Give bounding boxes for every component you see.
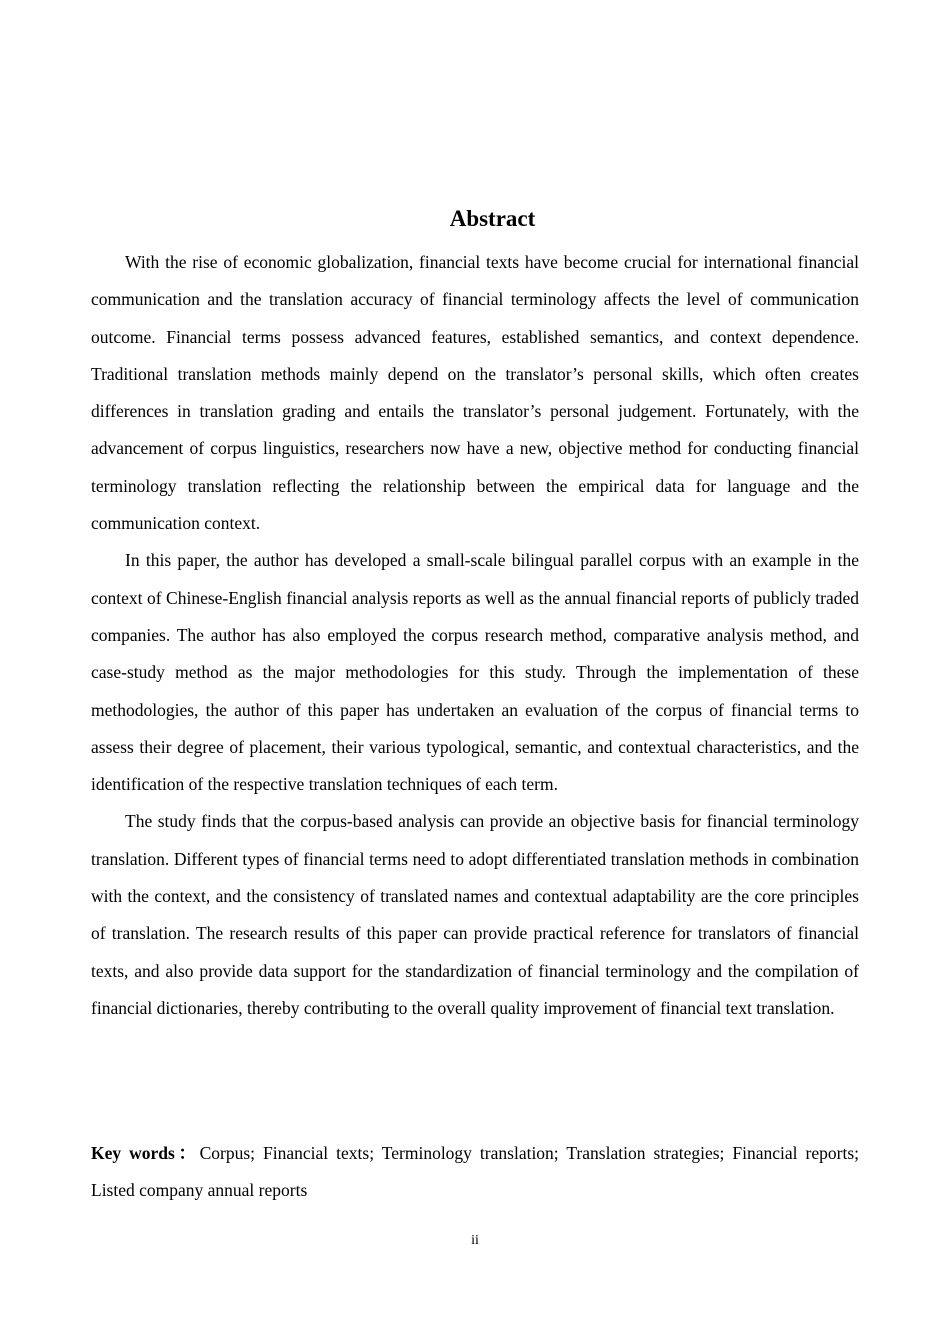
page-number: ii: [471, 1233, 479, 1248]
keywords-text: Corpus; Financial texts; Terminology translation; Translation strategies; Financial reports; Listed company annual reports: [91, 1143, 859, 1201]
keywords-label: Key words：: [91, 1143, 200, 1163]
abstract-title: Abstract: [449, 206, 536, 231]
abstract-paragraph-1: With the rise of economic globalization, financial texts have become crucial for international financial communication and the translation accuracy of financial terminology affects the level of communication outcome. Financial terms possess advanced features, established semantics, and context dependence. Traditional translation methods mainly depend on the translator’s personal skills, which often creates differences in translation grading and entails the translator’s personal judgement. Fortunately, with the advancement of corpus linguistics, researchers now have a new, objective method for conducting financial terminology translation reflecting the relationship between the empirical data for language and the communication context.: [91, 252, 859, 534]
abstract-paragraph-2: In this paper, the author has developed a small-scale bilingual parallel corpus with an example in the context of Chinese-English financial analysis reports as well as the annual financial reports of publicly traded companies. The author has also employed the corpus research method, comparative analysis method, and case-study method as the major methodologies for this study. Through the implementation of these methodologies, the author of this paper has undertaken an evaluation of the corpus of financial terms to assess their degree of placement, their various typological, semantic, and contextual characteristics, and the identification of the respective translation techniques of each term.: [91, 550, 859, 795]
keywords-line: [91, 1135, 859, 1210]
abstract-paragraph-3: The study finds that the corpus-based analysis can provide an objective basis for financial terminology translation. Different types of financial terms need to adopt differentiated translation methods in combination with the context, and the consistency of translated names and contextual adaptability are the core principles of translation. The research results of this paper can provide practical reference for translators of financial texts, and also provide data support for the standardization of financial terminology and the compilation of financial dictionaries, thereby contributing to the overall quality improvement of financial text translation.: [91, 811, 859, 1018]
abstract-body: [91, 244, 859, 1027]
